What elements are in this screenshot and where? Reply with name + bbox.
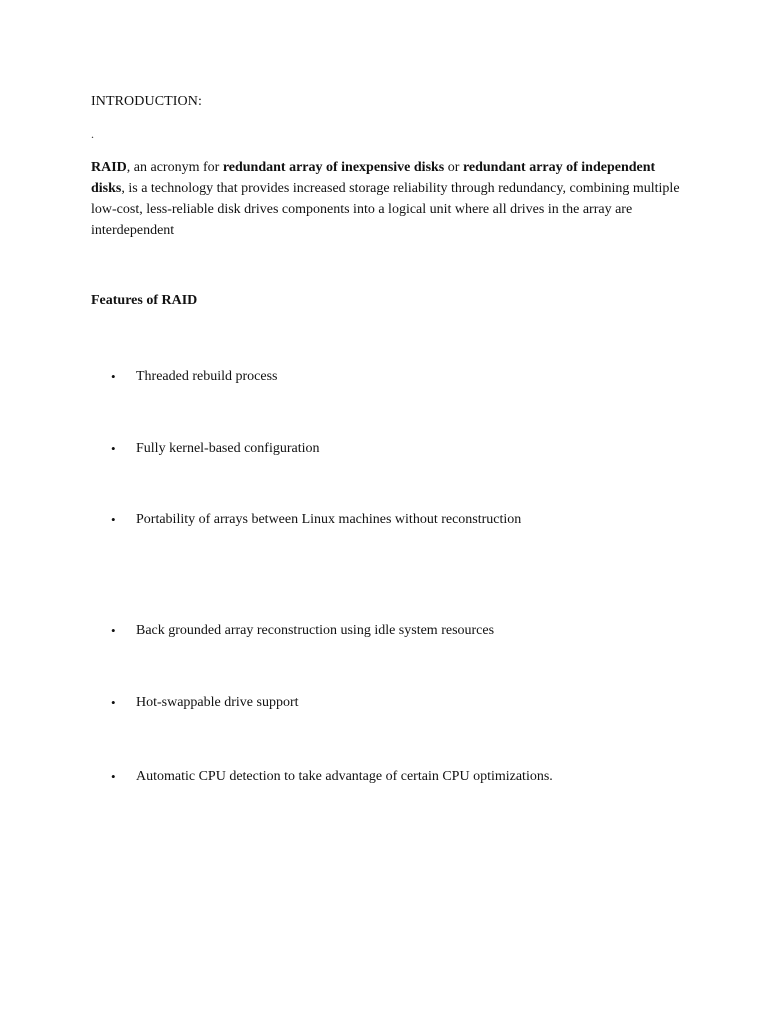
term-raid: RAID [91,160,127,175]
expansion-inexpensive: redundant array of inexpensive disks [222,160,445,175]
features-title: Features of RAID [91,293,198,308]
intro-text-1: , an acronym for [126,160,223,175]
intro-text-3: , is a technology that provides increased storage reliability through redundancy, combining multiple low-cost, less-reliable disk drives components into a logical unit where all drives in the array are interdependent [91,181,680,238]
bullet-icon: • [111,695,116,710]
feature-text: Automatic CPU detection to take advantage of certain CPU optimizations. [136,769,553,784]
intro-text-2: or [444,160,463,175]
bullet-icon: • [111,512,116,527]
feature-text: Hot-swappable drive support [136,695,299,710]
feature-text: Portability of arrays between Linux machines without reconstruction [136,512,522,527]
feature-text: Back grounded array reconstruction using idle system resources [136,623,495,638]
expansion-independent: redundant array of independent disks [91,160,656,196]
section-heading: INTRODUCTION: [91,94,202,109]
bullet-icon: • [111,769,116,784]
intro-paragraph [91,157,681,241]
stray-dot: . [91,127,94,141]
feature-text: Threaded rebuild process [136,369,278,384]
bullet-icon: • [111,623,116,638]
bullet-icon: • [111,441,116,456]
feature-text: Fully kernel-based configuration [136,441,320,456]
bullet-icon: • [111,369,116,384]
